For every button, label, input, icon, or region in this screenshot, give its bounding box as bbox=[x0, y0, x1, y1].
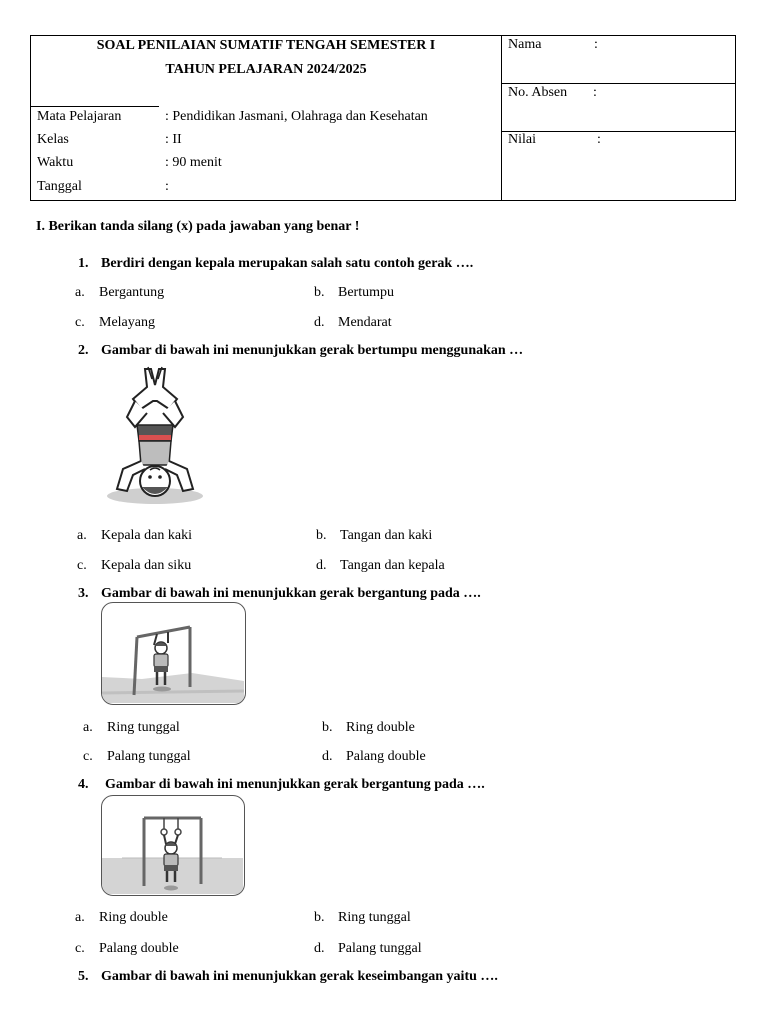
rings-illustration bbox=[101, 795, 245, 896]
question-text: Gambar di bawah ini menunjukkan gerak bertumpu menggunakan … bbox=[101, 343, 524, 358]
option-text[interactable]: Palang double bbox=[346, 749, 426, 764]
option-letter: b. bbox=[314, 910, 325, 925]
nilai-label: Nilai bbox=[508, 132, 536, 147]
option-text[interactable]: Tangan dan kaki bbox=[340, 528, 433, 543]
question-text: Gambar di bawah ini menunjukkan gerak keseimbangan yaitu …. bbox=[101, 969, 498, 984]
question-text: Berdiri dengan kepala merupakan salah satu contoh gerak …. bbox=[101, 256, 474, 271]
option-text[interactable]: Bergantung bbox=[99, 285, 165, 300]
header-divider bbox=[31, 106, 159, 107]
option-letter: c. bbox=[83, 749, 93, 764]
option-text[interactable]: Palang tunggal bbox=[338, 941, 422, 956]
header-divider bbox=[501, 83, 736, 84]
question-number: 4. bbox=[78, 777, 89, 792]
section-instruction: I. Berikan tanda silang (x) pada jawaban yang benar ! bbox=[36, 219, 360, 234]
name-label: Nama bbox=[508, 37, 542, 52]
option-letter: a. bbox=[75, 285, 85, 300]
single-bar-illustration bbox=[101, 602, 246, 705]
headstand-illustration bbox=[105, 365, 205, 511]
question-number: 3. bbox=[78, 586, 89, 601]
field-label: Tanggal bbox=[37, 179, 82, 194]
option-letter: c. bbox=[75, 941, 85, 956]
field-value: : bbox=[165, 179, 169, 194]
absen-label: No. Absen bbox=[508, 85, 568, 100]
option-text[interactable]: Ring double bbox=[99, 910, 168, 925]
question-number: 2. bbox=[78, 343, 89, 358]
option-letter: c. bbox=[77, 558, 87, 573]
field-value: : 90 menit bbox=[165, 155, 222, 170]
option-letter: d. bbox=[314, 941, 325, 956]
option-text[interactable]: Tangan dan kepala bbox=[340, 558, 445, 573]
option-letter: b. bbox=[316, 528, 327, 543]
field-label: Waktu bbox=[37, 155, 74, 170]
option-letter: d. bbox=[316, 558, 327, 573]
option-text[interactable]: Ring double bbox=[346, 720, 415, 735]
nilai-colon[interactable]: : bbox=[597, 132, 601, 147]
option-text[interactable]: Bertumpu bbox=[338, 285, 394, 300]
name-colon[interactable]: : bbox=[594, 37, 598, 52]
field-value: : Pendidikan Jasmani, Olahraga dan Kesehatan bbox=[165, 109, 428, 124]
option-letter: d. bbox=[322, 749, 333, 764]
option-text[interactable]: Ring tunggal bbox=[338, 910, 411, 925]
field-value: : II bbox=[165, 132, 182, 147]
option-text[interactable]: Mendarat bbox=[338, 315, 392, 330]
option-letter: a. bbox=[83, 720, 93, 735]
question-text: Gambar di bawah ini menunjukkan gerak bergantung pada …. bbox=[105, 777, 485, 792]
option-text[interactable]: Kepala dan kaki bbox=[101, 528, 192, 543]
option-text[interactable]: Palang double bbox=[99, 941, 179, 956]
question-text: Gambar di bawah ini menunjukkan gerak bergantung pada …. bbox=[101, 586, 481, 601]
option-text[interactable]: Melayang bbox=[99, 315, 155, 330]
option-letter: b. bbox=[322, 720, 333, 735]
question-number: 1. bbox=[78, 256, 89, 271]
exam-year: TAHUN PELAJARAN 2024/2025 bbox=[165, 62, 367, 77]
option-letter: a. bbox=[77, 528, 87, 543]
header-table bbox=[30, 35, 736, 201]
field-label: Mata Pelajaran bbox=[37, 109, 122, 124]
option-letter: b. bbox=[314, 285, 325, 300]
option-letter: a. bbox=[75, 910, 85, 925]
field-label: Kelas bbox=[37, 132, 69, 147]
option-text[interactable]: Kepala dan siku bbox=[101, 558, 192, 573]
option-letter: c. bbox=[75, 315, 85, 330]
header-divider bbox=[501, 131, 736, 132]
question-number: 5. bbox=[78, 969, 89, 984]
option-text[interactable]: Ring tunggal bbox=[107, 720, 180, 735]
option-text[interactable]: Palang tunggal bbox=[107, 749, 191, 764]
exam-title: SOAL PENILAIAN SUMATIF TENGAH SEMESTER I bbox=[96, 38, 436, 53]
absen-colon[interactable]: : bbox=[593, 85, 597, 100]
option-letter: d. bbox=[314, 315, 325, 330]
header-divider bbox=[501, 36, 502, 200]
